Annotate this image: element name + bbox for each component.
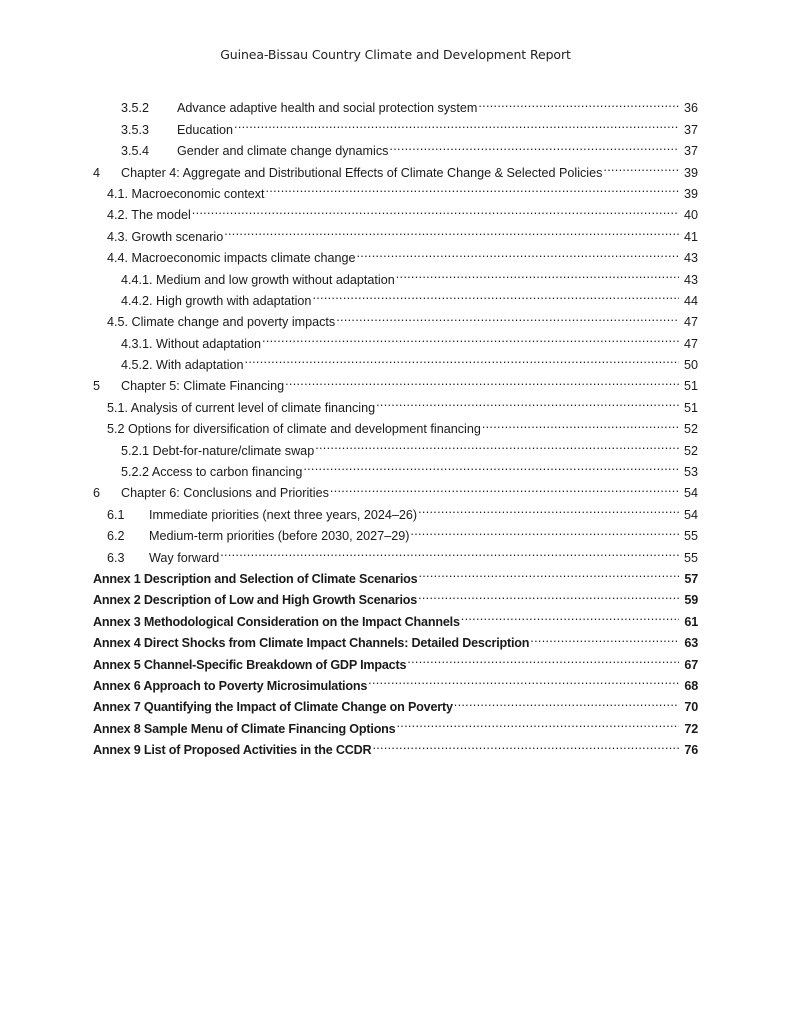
toc-entry-page: 52 — [683, 443, 698, 458]
toc-entry-title: Annex 5 Channel-Specific Breakdown of GDP Impacts — [93, 657, 407, 672]
toc-entry-page: 57 — [684, 571, 698, 586]
toc-entry-number: 3.5.4 — [121, 144, 150, 159]
toc-entry-title: Annex 1 Description and Selection of Climate Scenarios — [93, 571, 418, 586]
toc-entry-page: 37 — [683, 144, 698, 159]
toc-entry-number: 6.2 — [107, 529, 125, 544]
toc-entry-title: 4.4.1. Medium and low growth without adaptation — [121, 272, 395, 287]
toc-entry-page: 43 — [683, 251, 698, 266]
dot-leader — [396, 262, 679, 283]
toc-entry-number: 3.5.3 — [121, 122, 150, 137]
toc-entry-title: Chapter 4: Aggregate and Distributional Effects of Climate Change & Selected Policies — [121, 165, 603, 180]
dot-leader — [478, 91, 679, 112]
toc-entry-page: 40 — [683, 208, 698, 223]
toc-entry-title: 4.5. Climate change and poverty impacts — [107, 315, 336, 330]
dot-leader — [303, 455, 679, 476]
document-header: Guinea-Bissau Country Climate and Development Report — [220, 47, 571, 62]
toc-entry-page: 41 — [683, 229, 698, 244]
toc-entry-title: Advance adaptive health and social protection system — [177, 101, 478, 116]
table-of-contents — [93, 91, 698, 758]
dot-leader — [224, 219, 679, 240]
dot-leader — [389, 134, 679, 155]
toc-entry-title: Immediate priorities (next three years, 2024–26) — [149, 507, 418, 522]
toc-entry-title: Annex 8 Sample Menu of Climate Financing Options — [93, 721, 396, 736]
toc-entry-title: Annex 3 Methodological Consideration on the Impact Channels — [93, 614, 460, 629]
toc-entry-title: Chapter 5: Climate Financing — [121, 379, 285, 394]
dot-leader — [396, 711, 679, 732]
toc-entry-title: 4.1. Macroeconomic context — [107, 186, 265, 201]
dot-leader — [603, 155, 679, 176]
toc-entry-page: 68 — [684, 678, 698, 693]
dot-leader — [192, 198, 679, 219]
toc-entry-page: 51 — [683, 400, 698, 415]
dot-leader — [312, 284, 679, 305]
toc-entry-title: 5.2.2 Access to carbon financing — [121, 465, 303, 480]
toc-entry-number: 5 — [93, 379, 101, 394]
dot-leader — [266, 177, 680, 198]
toc-entry-title: 4.3.1. Without adaptation — [121, 336, 262, 351]
toc-entry-page: 39 — [683, 165, 698, 180]
toc-entry-title: 4.4. Macroeconomic impacts climate change — [107, 251, 356, 266]
dot-leader — [372, 733, 679, 754]
toc-entry-title: Medium-term priorities (before 2030, 2027–29) — [149, 529, 410, 544]
toc-entry-page: 55 — [683, 529, 698, 544]
dot-leader — [220, 540, 679, 561]
toc-entry-title: Chapter 6: Conclusions and Priorities — [121, 486, 329, 501]
toc-entry-title: Annex 4 Direct Shocks from Climate Impact Channels: Detailed Description — [93, 636, 530, 651]
toc-entry-title: Annex 2 Description of Low and High Growth Scenarios — [93, 593, 418, 608]
toc-entry-page: 44 — [683, 293, 698, 308]
toc-entry-page: 55 — [683, 550, 698, 565]
dot-leader — [234, 112, 679, 133]
dot-leader — [245, 348, 679, 369]
dot-leader — [418, 562, 679, 583]
toc-entry-page: 59 — [684, 593, 698, 608]
dot-leader — [530, 626, 679, 647]
toc-entry-title: Gender and climate change dynamics — [177, 144, 389, 159]
toc-entry-title: 4.4.2. High growth with adaptation — [121, 293, 312, 308]
dot-leader — [357, 241, 680, 262]
toc-entry-page: 43 — [683, 272, 698, 287]
toc-entry-title: Annex 6 Approach to Poverty Microsimulations — [93, 678, 368, 693]
dot-leader — [262, 326, 679, 347]
toc-entry-title: 5.2.1 Debt-for-nature/climate swap — [121, 443, 315, 458]
toc-entry-page: 54 — [683, 486, 698, 501]
toc-entry-number: 4 — [93, 165, 101, 180]
toc-entry-number: 6.1 — [107, 507, 125, 522]
toc-entry-title: Education — [177, 122, 234, 137]
toc-entry-page: 54 — [683, 507, 698, 522]
dot-leader — [482, 412, 679, 433]
toc-entry-page: 52 — [683, 422, 698, 437]
toc-entry-title: 5.1. Analysis of current level of climate financing — [107, 400, 376, 415]
toc-entry-page: 53 — [683, 465, 698, 480]
toc-entry-title: Annex 7 Quantifying the Impact of Climate Change on Poverty — [93, 700, 453, 715]
toc-entry-page: 70 — [684, 700, 698, 715]
dot-leader — [407, 647, 679, 668]
dot-leader — [410, 519, 679, 540]
dot-leader — [285, 369, 679, 390]
toc-entry-title: 5.2 Options for diversification of climate and development financing — [107, 422, 481, 437]
dot-leader — [368, 669, 679, 690]
dot-leader — [418, 583, 679, 604]
toc-entry-page: 47 — [683, 315, 698, 330]
toc-entry-page: 37 — [683, 122, 698, 137]
dot-leader — [376, 390, 679, 411]
dot-leader — [330, 476, 679, 497]
toc-entry-page: 63 — [684, 636, 698, 651]
dot-leader — [461, 604, 679, 625]
toc-entry-title: 4.2. The model — [107, 208, 191, 223]
toc-entry-title: 4.3. Growth scenario — [107, 229, 224, 244]
toc-entry-number: 3.5.2 — [121, 101, 150, 116]
dot-leader — [418, 497, 679, 518]
toc-entry-page: 47 — [683, 336, 698, 351]
toc-entry-number: 6.3 — [107, 550, 125, 565]
dot-leader — [454, 690, 679, 711]
dot-leader — [315, 433, 679, 454]
toc-entry-title: Way forward — [149, 550, 220, 565]
toc-entry-page: 76 — [684, 743, 698, 758]
toc-entry-page: 36 — [683, 101, 698, 116]
toc-entry-page: 39 — [683, 186, 698, 201]
toc-entry-number: 6 — [93, 486, 101, 501]
toc-entry-title: Annex 9 List of Proposed Activities in the CCDR — [93, 743, 372, 758]
toc-entry-page: 50 — [683, 358, 698, 373]
toc-entry-page: 72 — [684, 721, 698, 736]
toc-entry-page: 67 — [684, 657, 698, 672]
toc-entry-page: 61 — [684, 614, 698, 629]
dot-leader — [336, 305, 679, 326]
toc-entry-page: 51 — [683, 379, 698, 394]
toc-entry-3-5-2[interactable] — [93, 91, 698, 116]
toc-entry-title: 4.5.2. With adaptation — [121, 358, 244, 373]
